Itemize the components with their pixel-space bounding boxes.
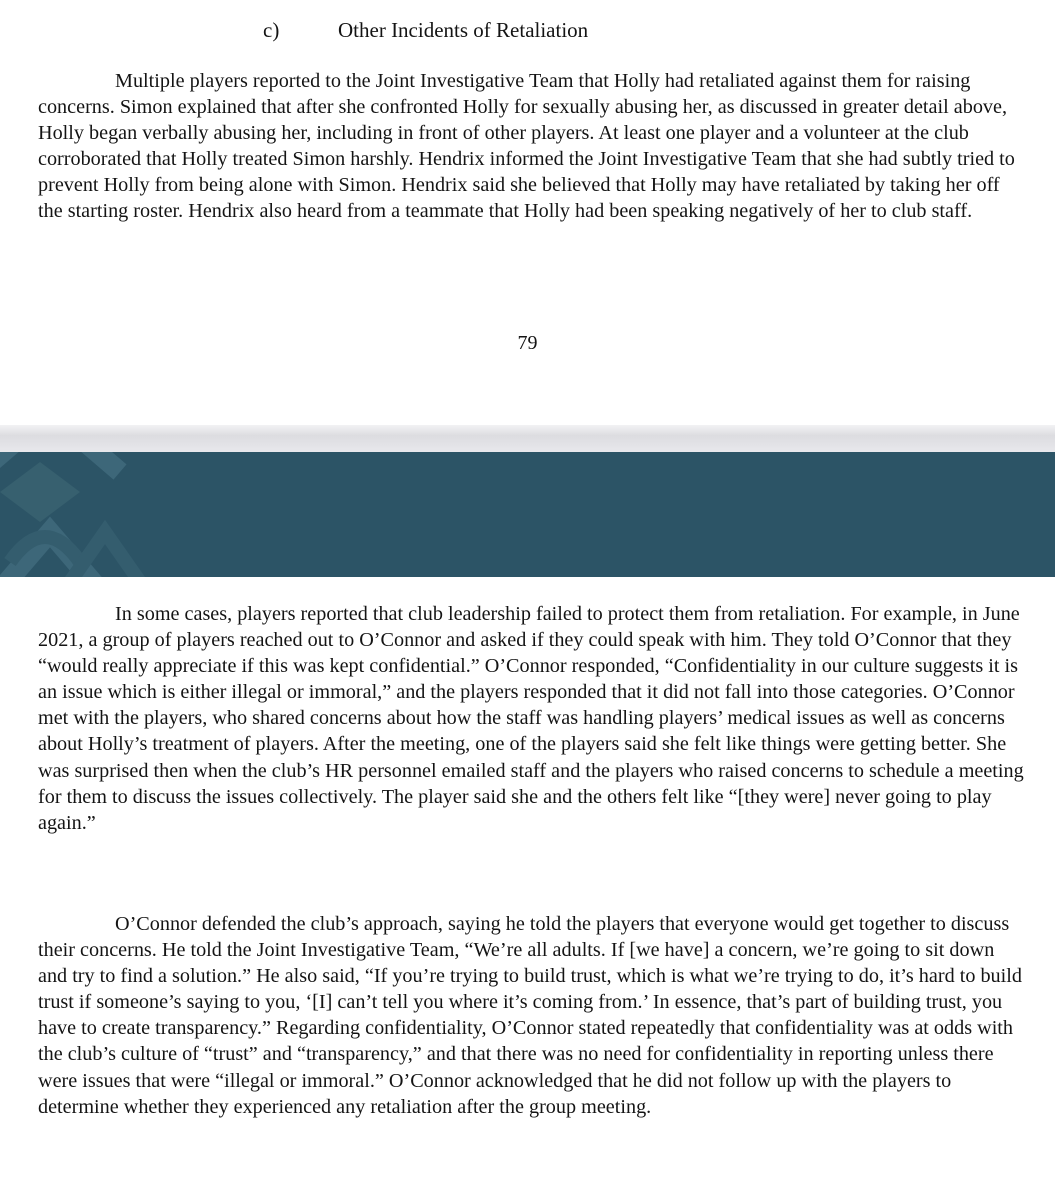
body-paragraph-1: In some cases, players reported that club leadership failed to protect them from retaliation. For example, in June 2021, a group of players reached out to O’Connor and asked if they could speak with him. They told O’Connor that they “would really appreciate if this was kept confidential.” O’Connor responded, “Confidentiality in our culture suggests it is an issue which is either illegal or immoral,” and the players responded that it did not fall into those categories. O’Connor met with the players, who shared concerns about how the staff was handling players’ medical issues as well as concerns about Holly’s treatment of players. After the meeting, one of the players said she felt like things were getting better. She was surprised then when the club’s HR personnel emailed staff and the players who raised concerns to schedule a meeting for them to discuss the issues collectively. The player said she and the others felt like “[they were] never going to play again.” xyxy=(38,603,1024,834)
document-page-79 xyxy=(0,0,1055,425)
chevron-logo-watermark-icon xyxy=(0,452,1055,577)
section-letter: c) xyxy=(263,18,280,42)
section-title: Other Incidents of Retaliation xyxy=(338,18,589,42)
retaliation-paragraph: Multiple players reported to the Joint Investigative Team that Holly had retaliated against them for raising concerns. Simon explained that after she confronted Holly for sexually abusing her, as discussed in greater detail above, Holly began verbally abusing her, including in front of other players. At least one player and a volunteer at the club corroborated that Holly treated Simon harshly. Hendrix informed the Joint Investigative Team that she had subtly tried to prevent Holly from being alone with Simon. Hendrix said she believed that Holly may have retaliated by taking her off the starting roster. Hendrix also heard from a teammate that Holly had been speaking negatively of her to club staff. xyxy=(38,70,1015,223)
document-page-80 xyxy=(0,577,1055,1200)
body-paragraph-2: O’Connor defended the club’s approach, saying he told the players that everyone would get together to discuss their concerns. He told the Joint Investigative Team, “We’re all adults. If [we have] a concern, we’re going to sit down and try to find a solution.” He also said, “If you’re trying to build trust, which is what we’re trying to do, it’s hard to build trust if someone’s saying to you, ‘[I] can’t tell you where it’s coming from.’ In essence, that’s part of building trust, you have to create transparency.” Regarding confidentiality, O’Connor stated repeatedly that confidentiality was at odds with the club’s culture of “trust” and “transparency,” and that there was no need for confidentiality in reporting unless there were issues that were “illegal or immoral.” O’Connor acknowledged that he did not follow up with the players to determine whether they experienced any retaliation after the group meeting. xyxy=(38,913,1022,1118)
section-heading xyxy=(0,16,1055,44)
page-number: 79 xyxy=(517,332,538,354)
page-header-banner xyxy=(0,452,1055,577)
page-divider xyxy=(0,425,1055,452)
